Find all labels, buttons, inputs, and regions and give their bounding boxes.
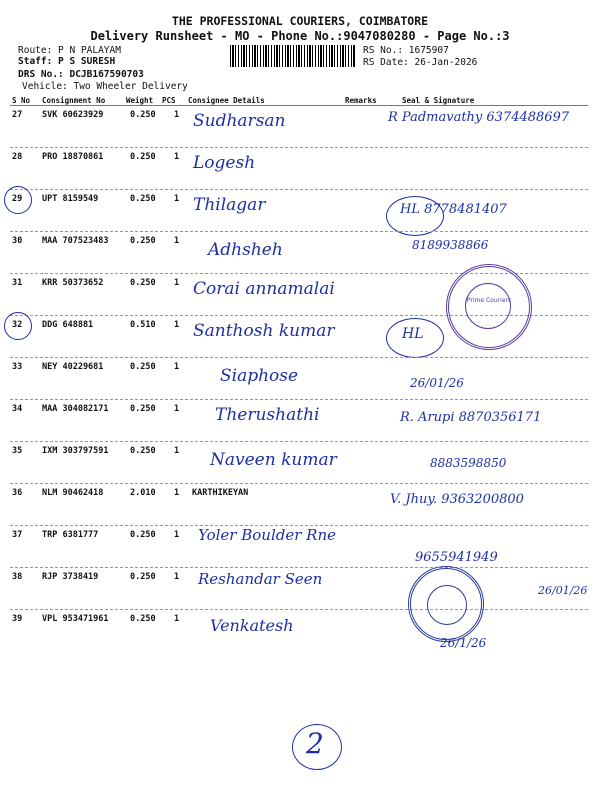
- row-weight: 0.250: [130, 152, 156, 162]
- row-pcs: 1: [174, 152, 180, 162]
- row-consignee: Venkatesh: [210, 616, 294, 635]
- row-consignment: RJP 3738419: [42, 572, 99, 582]
- row-pcs: 1: [174, 530, 180, 540]
- company-stamp: Prime Couriers: [446, 264, 532, 350]
- row-consignment: KRR 50373652: [42, 278, 104, 288]
- row-sno: 33: [12, 362, 23, 372]
- row-signature: R. Arupi 8870356171: [400, 410, 542, 425]
- row-consignment: UPT 8159549: [42, 194, 99, 204]
- row-consignee: Corai annamalai: [193, 279, 335, 299]
- row-pcs: 1: [174, 362, 180, 372]
- table-row: [10, 358, 588, 400]
- row-signature: 26/1/26: [440, 636, 487, 650]
- col-consignment: Consignment No: [42, 96, 106, 105]
- route-label: Route: P N PALAYAM: [18, 45, 121, 56]
- rs-date: RS Date: 26-Jan-2026: [363, 57, 478, 68]
- vehicle-label: Vehicle: Two Wheeler Delivery: [22, 81, 188, 92]
- table-row: [10, 106, 588, 148]
- row-pcs: 1: [174, 404, 180, 414]
- row-weight: 0.250: [130, 278, 156, 288]
- row-consignee: Santhosh kumar: [193, 321, 335, 341]
- row-consignment: IXM 303797591: [42, 446, 109, 456]
- row-signature: 8189938866: [412, 238, 489, 252]
- row-weight: 0.250: [130, 236, 156, 246]
- row-consignee: Logesh: [193, 153, 256, 173]
- table-row: [10, 610, 588, 652]
- row-signature: V. Jhuy. 9363200800: [390, 492, 524, 507]
- table-row: [10, 526, 588, 568]
- runsheet-subtitle: Delivery Runsheet - MO - Phone No.:9047080280 - Page No.:3: [90, 29, 510, 43]
- table-row: [10, 484, 588, 526]
- row-signature: 26/01/26: [538, 584, 588, 597]
- row-pcs: 1: [174, 194, 180, 204]
- row-weight: 0.250: [130, 362, 156, 372]
- row-sno: 39: [12, 614, 23, 624]
- col-remarks: Remarks: [345, 96, 377, 105]
- row-consignment: MAA 304082171: [42, 404, 109, 414]
- row-consignee: Yoler Boulder Rne: [198, 526, 337, 544]
- col-seal-signature: Seal & Signature: [402, 96, 475, 105]
- table-row: [10, 568, 588, 610]
- row-consignment: NEY 40229681: [42, 362, 104, 372]
- row-sno: 28: [12, 152, 23, 162]
- row-signature: 9655941949: [415, 550, 498, 565]
- row-signature: HL 8778481407: [400, 202, 507, 217]
- row-consignment: DDG 648881: [42, 320, 94, 330]
- row-sno: 27: [12, 110, 23, 120]
- row-sno: 35: [12, 446, 23, 456]
- col-pcs: PCS: [162, 96, 176, 105]
- row-consignment: MAA 707523483: [42, 236, 109, 246]
- row-pcs: 1: [174, 278, 180, 288]
- row-consignee: Adhsheh: [208, 240, 283, 260]
- col-sno: S No: [12, 96, 31, 105]
- row-sno: 30: [12, 236, 23, 246]
- row-signature: HL: [402, 326, 424, 342]
- row-sno: 34: [12, 404, 23, 414]
- row-consignment: SVK 60623929: [42, 110, 104, 120]
- row-weight: 0.250: [130, 194, 156, 204]
- row-signature: 8883598850: [430, 456, 507, 470]
- row-sno: 32: [12, 320, 23, 330]
- table-row: [10, 190, 588, 232]
- row-consignee: KARTHIKEYAN: [192, 488, 249, 498]
- page-mark: 2: [306, 727, 324, 760]
- row-pcs: 1: [174, 446, 180, 456]
- table-row: [10, 442, 588, 484]
- row-consignment: NLM 90462418: [42, 488, 104, 498]
- row-consignment: PRO 18870861: [42, 152, 104, 162]
- row-sno: 37: [12, 530, 23, 540]
- row-weight: 0.250: [130, 614, 156, 624]
- row-pcs: 1: [174, 572, 180, 582]
- row-weight: 2.010: [130, 488, 156, 498]
- seal-stamp: [408, 566, 484, 642]
- row-consignment: TRP 6381777: [42, 530, 99, 540]
- row-weight: 0.250: [130, 446, 156, 456]
- row-pcs: 1: [174, 110, 180, 120]
- barcode: [230, 45, 356, 67]
- row-weight: 0.250: [130, 110, 156, 120]
- row-consignee: Therushathi: [215, 405, 320, 425]
- row-pcs: 1: [174, 236, 180, 246]
- row-signature: 26/01/26: [410, 376, 464, 390]
- row-sno: 38: [12, 572, 23, 582]
- drs-number: DRS No.: DCJB167590703: [18, 69, 144, 80]
- row-weight: 0.250: [130, 530, 156, 540]
- col-weight: Weight: [126, 96, 154, 105]
- rs-number: RS No.: 1675907: [363, 45, 449, 56]
- row-weight: 0.250: [130, 404, 156, 414]
- row-weight: 0.250: [130, 572, 156, 582]
- row-weight: 0.510: [130, 320, 156, 330]
- row-sno: 36: [12, 488, 23, 498]
- row-pcs: 1: [174, 488, 180, 498]
- row-consignee: Reshandar Seen: [198, 570, 323, 588]
- row-pcs: 1: [174, 614, 180, 624]
- row-consignee: Naveen kumar: [210, 450, 337, 470]
- row-consignee: Siaphose: [220, 366, 299, 386]
- staff-label: Staff: P S SURESH: [18, 56, 116, 67]
- row-consignee: Sudharsan: [193, 111, 286, 131]
- row-pcs: 1: [174, 320, 180, 330]
- row-sno: 31: [12, 278, 23, 288]
- company-title: THE PROFESSIONAL COURIERS, COIMBATORE: [171, 14, 429, 28]
- row-signature: R Padmavathy 6374488697: [388, 110, 570, 125]
- row-consignment: VPL 953471961: [42, 614, 109, 624]
- table-row: [10, 400, 588, 442]
- row-sno: 29: [12, 194, 23, 204]
- col-consignee: Consignee Details: [188, 96, 265, 105]
- table-row: [10, 148, 588, 190]
- row-consignee: Thilagar: [193, 195, 266, 215]
